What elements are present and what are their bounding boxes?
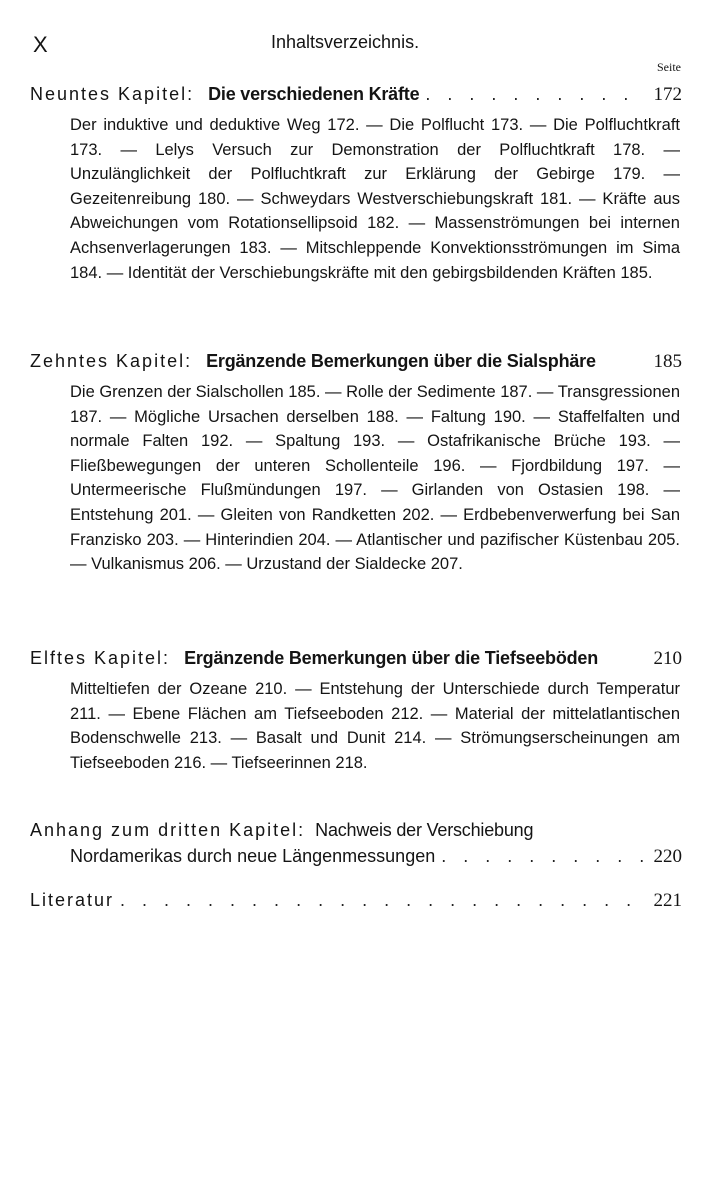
- chapter-title: Ergänzende Bemerkungen über die Sialsphäre: [206, 351, 596, 371]
- appendix-label: Anhang zum dritten Kapitel:: [30, 820, 306, 840]
- chapter-title: Die verschiedenen Kräfte: [208, 84, 420, 104]
- chapter-heading: [30, 82, 682, 107]
- dot-leader: [441, 844, 644, 868]
- toc-entry-chapter-10: [30, 349, 682, 577]
- chapter-heading: [30, 349, 682, 374]
- appendix-title-continuation: [70, 844, 682, 869]
- appendix-page: 220: [653, 846, 682, 867]
- appendix-title-line-1: Nachweis der Verschiebung: [315, 820, 534, 840]
- toc-entry-chapter-11: [30, 646, 682, 775]
- page-number: X: [33, 32, 49, 57]
- literature-label: Literatur: [30, 890, 115, 910]
- toc-entry-chapter-9: [30, 82, 682, 285]
- chapter-summary: Die Grenzen der Sialschollen 185. — Rolle der Sedimente 187. — Transgressionen 187. — Mögliche Ursachen derselben 188. — Faltung 190. — Staffelfalten und normale Falten 192. — Spaltung 193. — Ostafrikanische Brüche 193. — Fließbewegungen der unteren Schollenteile 196. — Fjordbildung 197. — Untermeerische Flußmündungen 197. — Girlanden von Ostasien 198. — Entstehung 201. — Gleiten von Randketten 202. — Erdbebenverwerfung bei San Franzisko 203. — Hinterindien 204. — Atlantischer und pazifischer Küstenbau 205. — Vulkanismus 206. — Urzustand der Sialdecke 207.: [70, 383, 680, 574]
- chapter-label: Neuntes Kapitel:: [30, 84, 195, 104]
- appendix-heading: [30, 818, 682, 842]
- chapter-label: Zehntes Kapitel:: [30, 351, 193, 371]
- running-header: Inhaltsverzeichnis.: [271, 32, 420, 52]
- dot-leader: [120, 888, 644, 912]
- chapter-label: Elftes Kapitel:: [30, 648, 171, 668]
- literature-heading: [30, 888, 682, 913]
- chapter-summary: Der induktive und deduktive Weg 172. — Die Polflucht 173. — Die Polfluchtkraft 173. — Lelys Versuch zur Demonstration der Polfluchtkraft 178. — Unzulänglichkeit der Polfluchtkraft zur Erklärung der Gebirge 179. — Gezeitenreibung 180. — Schweydars Westverschiebungskraft 181. — Kräfte aus Abweichungen vom Rotationsellipsoid 182. — Massenströmungen bei internen Achsenverlagerungen 183. — Mitschleppende Konvektionsströmungen im Sima 184. — Identität der Verschiebungskräfte mit den gebirgsbildenden Kräften 185.: [70, 116, 680, 282]
- chapter-page: 172: [653, 84, 682, 105]
- page-column-label: Seite: [657, 60, 681, 74]
- chapter-heading: [30, 646, 682, 671]
- chapter-title: Ergänzende Bemerkungen über die Tiefseeböden: [184, 648, 599, 668]
- dot-leader: [425, 82, 644, 106]
- chapter-page: 185: [653, 351, 682, 372]
- chapter-summary: Mitteltiefen der Ozeane 210. — Entstehung der Unterschiede durch Temperatur 211. — Ebene Flächen am Tiefseeboden 212. — Material der mittelatlantischen Bodenschwelle 213. — Basalt und Dunit 214. — Strömungserscheinungen am Tiefseeboden 216. — Tiefseerinnen 218.: [70, 680, 680, 772]
- literature-page: 221: [653, 890, 682, 911]
- chapter-page: 210: [653, 648, 682, 669]
- appendix-title-line-2: Nordamerikas durch neue Längenmessungen: [70, 846, 436, 866]
- toc-entry-literature: [30, 888, 682, 913]
- toc-entry-appendix: [30, 818, 682, 869]
